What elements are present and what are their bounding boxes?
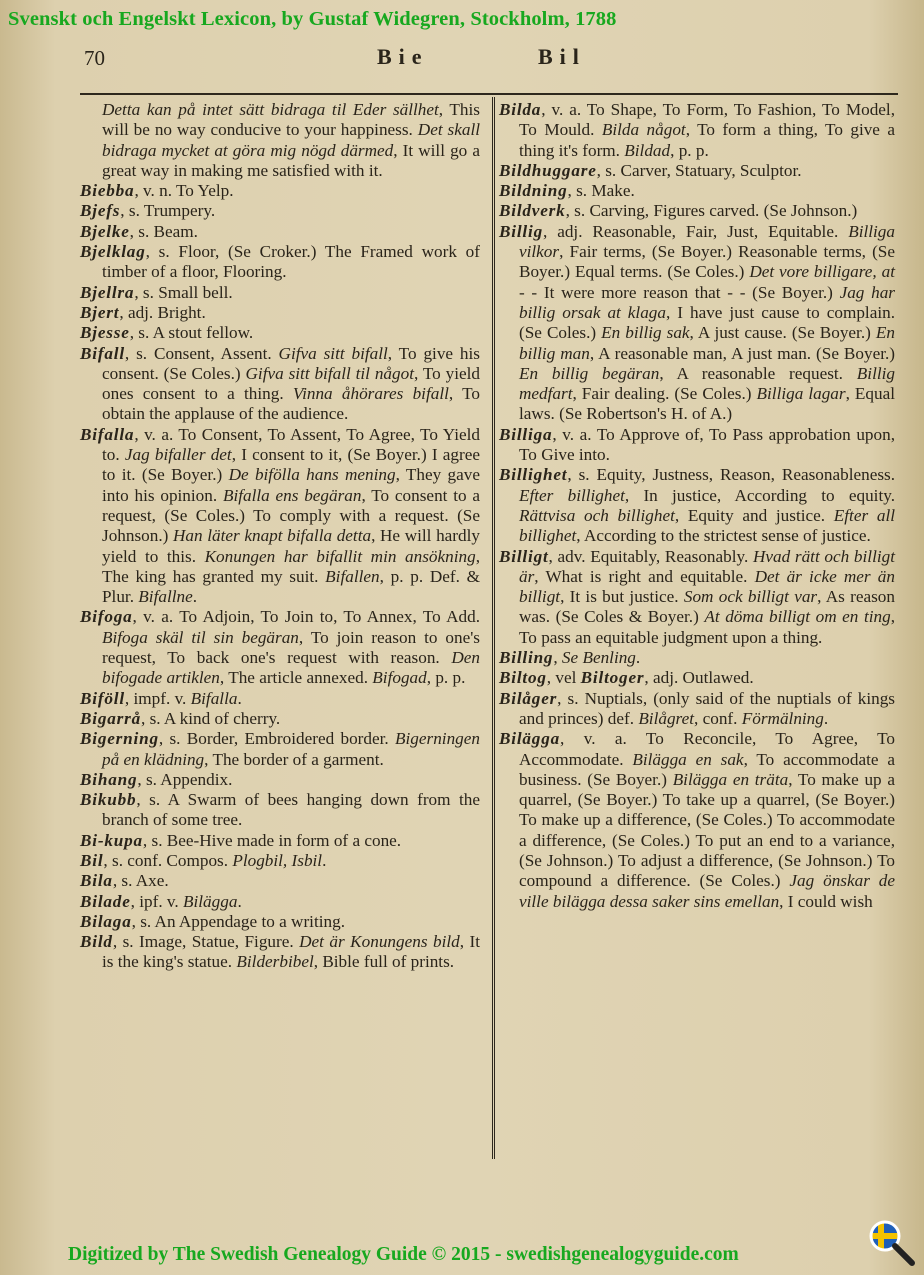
- headword: Bildhuggare: [499, 160, 597, 180]
- swedish-example: Det vore billigare, at - -: [519, 262, 895, 302]
- headword: Billing: [499, 648, 554, 668]
- definition-text: It were more reason that - - (Se Boyer.): [537, 282, 840, 302]
- headword: Bifall: [80, 343, 125, 363]
- column-divider: [492, 97, 495, 1159]
- dictionary-entry: [80, 344, 480, 425]
- definition-text: , Equity and justice.: [674, 505, 834, 525]
- headword: Bjefs: [80, 201, 121, 221]
- headword: Bihang: [80, 769, 138, 789]
- definition-text: ,: [553, 648, 562, 668]
- definition-text: , v. a. To Shape, To Form, To Fashion, To Model, To Mould.: [519, 100, 895, 140]
- headword: Biebba: [80, 181, 135, 201]
- swedish-example: Efter billighet: [519, 485, 625, 505]
- headword: Billiga: [499, 424, 553, 444]
- definition-text: , To accommodate a business. (Se Boyer.): [519, 749, 895, 789]
- definition-text: , s. Equity, Justness, Reason, Reasonableness.: [567, 465, 895, 485]
- dictionary-entry: [80, 181, 480, 201]
- left-column: [80, 100, 480, 973]
- definition-text: , Bible full of prints.: [313, 952, 455, 972]
- headword: Bilda: [499, 100, 542, 119]
- dictionary-entry: [80, 222, 480, 242]
- definition-text: .: [322, 850, 327, 870]
- swedish-example: Bigerningen på en klädning: [102, 729, 480, 769]
- definition-text: , p. p. Def. & Plur.: [102, 566, 480, 607]
- headword: Bjellra: [80, 282, 135, 302]
- definition-text: .: [237, 891, 242, 911]
- definition-text: , s. A kind of cherry.: [141, 708, 281, 728]
- swedish-example: Jag har billig orsak at klaga: [519, 282, 895, 322]
- definition-text: , v. a. To Adjoin, To Join to, To Annex, To Add.: [132, 607, 480, 627]
- dictionary-entry: [80, 323, 480, 343]
- dictionary-entry: [80, 831, 480, 851]
- definition-text: , What is right and equitable.: [534, 566, 755, 586]
- definition-text: , v. a. To Approve of, To Pass approbation upon, To Give into.: [519, 424, 895, 465]
- definition-text: , A just cause. (Se Boyer.): [689, 323, 876, 343]
- definition-text: , s. Border, Embroidered border.: [158, 729, 396, 749]
- swedish-example: Bilågret: [638, 708, 695, 728]
- definition-text: , adv. Equitably, Reasonably.: [548, 546, 753, 566]
- headword: Biltoger: [580, 668, 645, 688]
- page-number: 70: [84, 46, 105, 70]
- swedish-example: Konungen har bifallit min ansökning: [204, 546, 476, 566]
- dictionary-entry: [80, 242, 480, 283]
- definition-text: , adj. Reasonable, Fair, Just, Equitable.: [542, 221, 849, 241]
- definition-text: , conf.: [694, 708, 742, 728]
- swedish-example: Bifoga skäl til sin begäran: [102, 627, 299, 647]
- dictionary-entry: [80, 303, 480, 323]
- definition-text: , s. conf. Compos.: [103, 850, 233, 870]
- swedish-example: Det är Konungens bild: [299, 932, 460, 952]
- swedish-example: Förmälning: [741, 708, 824, 728]
- definition-text: , s. Appendix.: [137, 769, 233, 789]
- swedish-example: Detta kan på intet sätt bidraga til Eder sällhet: [102, 100, 439, 119]
- headword: Bildning: [499, 181, 568, 201]
- headword: Bilägga: [499, 729, 560, 749]
- dictionary-entry: [499, 161, 895, 181]
- headword: Billighet: [499, 465, 568, 485]
- definition-text: , adj. Bright.: [119, 302, 206, 322]
- swedish-example: Se Benling: [561, 648, 636, 668]
- swedish-example: Bifallne: [138, 587, 193, 607]
- definition-text: , vel: [546, 668, 581, 688]
- definition-text: , ipf. v.: [130, 891, 183, 911]
- swedish-example: Jag önskar de ville bilägga dessa saker sins emellan: [519, 871, 896, 911]
- headword: Bild: [80, 932, 113, 952]
- swedish-example: Jag bifaller det: [124, 445, 232, 465]
- definition-text: , I could wish: [779, 891, 873, 911]
- definition-text: , As reason was. (Se Coles & Boyer.): [519, 587, 895, 627]
- dictionary-entry: [80, 689, 480, 709]
- page-header: [0, 42, 924, 74]
- headword: Bilåger: [499, 688, 558, 708]
- digitizer-banner: Svenskt och Engelskt Lexicon, by Gustaf Widegren, Stockholm, 1788: [8, 8, 617, 30]
- dictionary-entry: [80, 912, 480, 932]
- dictionary-entry: [499, 547, 895, 648]
- swedish-example: Bifogad: [372, 668, 427, 688]
- swedish-example: Plogbil, Isbil: [232, 850, 323, 870]
- dictionary-entry: [80, 729, 480, 770]
- definition-text: , Equal laws. (Se Robertson's H. of A.): [519, 384, 896, 424]
- definition-text: .: [823, 708, 829, 728]
- definition-text: , s. Floor, (Se Croker.) The Framed work of timber of a floor, Flooring.: [102, 242, 480, 282]
- swedish-example: En billig man: [519, 323, 895, 363]
- definition-text: , s. Consent, Assent.: [124, 343, 279, 363]
- definition-text: , The article annexed.: [219, 668, 373, 688]
- definition-text: , adj. Outlawed.: [644, 668, 754, 688]
- headword: Bi-kupa: [80, 830, 143, 850]
- headword: Bifalla: [80, 424, 135, 444]
- headword: Bikubb: [80, 790, 137, 810]
- dictionary-entry: [499, 689, 895, 730]
- dictionary-entry: [499, 425, 895, 466]
- definition-text: , s. Axe.: [112, 871, 169, 891]
- headword: Bigarrå: [80, 708, 141, 728]
- definition-text: , v. n. To Yelp.: [134, 181, 234, 201]
- definition-text: , To make up a quarrel, (Se Boyer.) To take up a quarrel, (Se Boyer.) To make up a difference, (Se Coles.) To accommodate a difference, (Se Coles.) To put an end to a variance, (Se Johnson.) To adjust a difference, (Se Johnson.) To compound a difference. (Se Coles.): [519, 769, 895, 891]
- swedish-example: At döma billigt om en ting: [704, 607, 891, 627]
- definition-text: , p. p.: [426, 668, 466, 688]
- dictionary-entry: [499, 201, 895, 221]
- swedish-example: Rättvisa och billighet: [519, 505, 675, 525]
- swedish-example: De bifölla hans mening: [228, 465, 396, 485]
- swedish-example: Han läter knapt bifalla detta: [173, 526, 372, 546]
- dictionary-entry: [499, 648, 895, 668]
- headword: Billigt: [499, 546, 549, 566]
- swedish-example: Gifva sitt bifall: [278, 343, 388, 363]
- swedish-example: Bildad: [624, 140, 671, 160]
- headword: Bil: [80, 850, 104, 870]
- definition-text: .: [192, 587, 198, 607]
- right-column: [499, 100, 895, 912]
- definition-text: , s. Small bell.: [134, 282, 233, 302]
- swedish-example: Bilägga en sak: [632, 749, 744, 769]
- headword: Bildverk: [499, 201, 566, 221]
- headword: Bjelklag: [80, 242, 146, 262]
- definition-text: , impf. v.: [124, 688, 191, 708]
- definition-text: , v. a. To Reconcile, To Agree, To Accommodate.: [519, 729, 895, 769]
- swedish-example: Bifalla ens begäran: [222, 485, 362, 505]
- definition-text: , It will go a great way in making me satisfied with it.: [102, 140, 480, 180]
- swedish-example: Gifva sitt bifall til något: [245, 363, 414, 383]
- headword: Biltog: [499, 668, 547, 688]
- swedish-example: Som ock billigt var: [683, 587, 818, 607]
- digitizer-footer: Digitized by The Swedish Genealogy Guide © 2015 - swedishgenealogyguide.com: [68, 1244, 739, 1265]
- definition-text: , s. Carver, Statuary, Sculptor.: [596, 160, 802, 180]
- headword: Bjesse: [80, 323, 130, 343]
- dictionary-entry: [80, 709, 480, 729]
- definition-text: , I consent to it, (Se Boyer.) I agree to it. (Se Boyer.): [102, 445, 481, 485]
- swedish-example: En billig sak: [601, 323, 690, 343]
- definition-text: , I have just cause to complain. (Se Coles.): [519, 302, 895, 343]
- headword: Bjelke: [80, 221, 130, 241]
- definition-text: , s. Nuptials, (only said of the nuptials of kings and princes) def.: [519, 688, 895, 728]
- swedish-example: Billiga lagar: [756, 384, 846, 404]
- definition-text: , The border of a garment.: [204, 749, 384, 769]
- dictionary-entry: [80, 892, 480, 912]
- definition-text: , Fair terms, (Se Boyer.) Reasonable terms, (Se Boyer.) Equal terms. (Se Coles.): [519, 242, 895, 282]
- swedish-example: Efter all billighet: [519, 505, 895, 546]
- dictionary-entry: [499, 465, 895, 546]
- swedish-example: Det är icke mer än billigt: [519, 566, 895, 607]
- dictionary-entry: [80, 283, 480, 303]
- definition-text: , It is the king's statue.: [102, 932, 481, 972]
- swedish-example: Billiga vilkor: [519, 221, 895, 262]
- header-rule: [80, 93, 898, 95]
- definition-text: , s. Carving, Figures carved. (Se Johnson.): [565, 201, 858, 221]
- definition-text: , According to the strictest sense of justice.: [576, 526, 871, 546]
- dictionary-entry: [80, 100, 480, 181]
- definition-text: , To yield ones consent to a thing.: [102, 363, 480, 404]
- definition-text: , The king has granted my suit.: [102, 546, 480, 586]
- definition-text: , It is but justice.: [560, 587, 684, 607]
- headword: Bila: [80, 871, 113, 891]
- swedish-example: Den bifogade artiklen: [102, 648, 480, 688]
- definition-text: , He will hardly yield to this.: [102, 526, 480, 566]
- headword: Bilade: [80, 891, 131, 911]
- dictionary-entry: [80, 425, 480, 608]
- definition-text: , To give his consent. (Se Coles.): [102, 343, 480, 383]
- headword: Billig: [499, 221, 543, 241]
- swedish-example: Billig medfart: [519, 363, 895, 404]
- dictionary-entry: [499, 729, 895, 912]
- swedish-example: Det skall bidraga mycket at göra mig nögd därmed: [102, 120, 481, 160]
- headword: Bigerning: [80, 729, 159, 749]
- definition-text: , s. Bee-Hive made in form of a cone.: [142, 830, 402, 850]
- dictionary-entry: [80, 770, 480, 790]
- definition-text: , To pass an equitable judgment upon a thing.: [519, 607, 895, 647]
- swedish-flag-magnifier-icon: [868, 1219, 918, 1269]
- headword: Bilaga: [80, 911, 132, 931]
- definition-text: , s. A stout fellow.: [129, 323, 254, 343]
- definition-text: .: [635, 648, 641, 668]
- dictionary-entry: [80, 790, 480, 831]
- swedish-example: Vinna åhörares bifall: [292, 384, 449, 404]
- definition-text: , s. Beam.: [129, 221, 198, 241]
- swedish-example: Bilderbibel: [236, 952, 314, 972]
- dictionary-entry: [499, 100, 895, 161]
- swedish-example: En billig begäran: [519, 363, 660, 383]
- swedish-example: Bilägga en träta: [672, 769, 789, 789]
- swedish-example: Bifallen: [325, 566, 380, 586]
- definition-text: , s. Make.: [567, 181, 635, 201]
- definition-text: , They gave into his opinion.: [102, 465, 481, 505]
- definition-text: , To obtain the applause of the audience.: [102, 384, 480, 424]
- dictionary-entry: [80, 871, 480, 891]
- dictionary-entry: [80, 607, 480, 688]
- definition-text: , To consent to a request, (Se Coles.) To comply with a request. (Se Johnson.): [102, 485, 480, 546]
- dictionary-entry: [499, 181, 895, 201]
- dictionary-entry: [499, 668, 895, 688]
- definition-text: , A reasonable request.: [659, 363, 857, 383]
- swedish-example: Bilda något: [601, 120, 686, 140]
- definition-text: .: [237, 688, 242, 708]
- definition-text: , This will be no way conducive to your happiness.: [102, 100, 480, 140]
- headword: Bjert: [80, 302, 120, 322]
- definition-text: , s. Trumpery.: [120, 201, 216, 221]
- dictionary-entry: [80, 201, 480, 221]
- guide-word-right: Bil: [538, 44, 586, 69]
- guide-word-left: Bie: [377, 44, 429, 69]
- definition-text: , p. p.: [670, 140, 709, 160]
- definition-text: , To form a thing, To give a thing it's form.: [519, 120, 895, 160]
- headword: Bifoga: [80, 607, 133, 627]
- swedish-example: Bilägga: [183, 891, 238, 911]
- dictionary-entry: [80, 851, 480, 871]
- dictionary-entry: [499, 222, 895, 425]
- dictionary-entry: [80, 932, 480, 973]
- definition-text: , In justice, According to equity.: [624, 485, 895, 505]
- definition-text: , To join reason to one's request, To back one's request with reason.: [102, 627, 480, 668]
- headword: Biföll: [80, 688, 125, 708]
- swedish-example: Hvad rätt och billigt är: [519, 546, 895, 586]
- definition-text: , A reasonable man, A just man. (Se Boyer.): [589, 343, 895, 363]
- swedish-example: Bifalla: [190, 688, 238, 708]
- definition-text: , Fair dealing. (Se Coles.): [572, 384, 757, 404]
- definition-text: , s. Image, Statue, Figure.: [112, 932, 300, 952]
- definition-text: , v. a. To Consent, To Assent, To Agree, To Yield to.: [102, 424, 480, 465]
- definition-text: , s. A Swarm of bees hanging down from the branch of some tree.: [102, 790, 480, 830]
- definition-text: , s. An Appendage to a writing.: [131, 911, 345, 931]
